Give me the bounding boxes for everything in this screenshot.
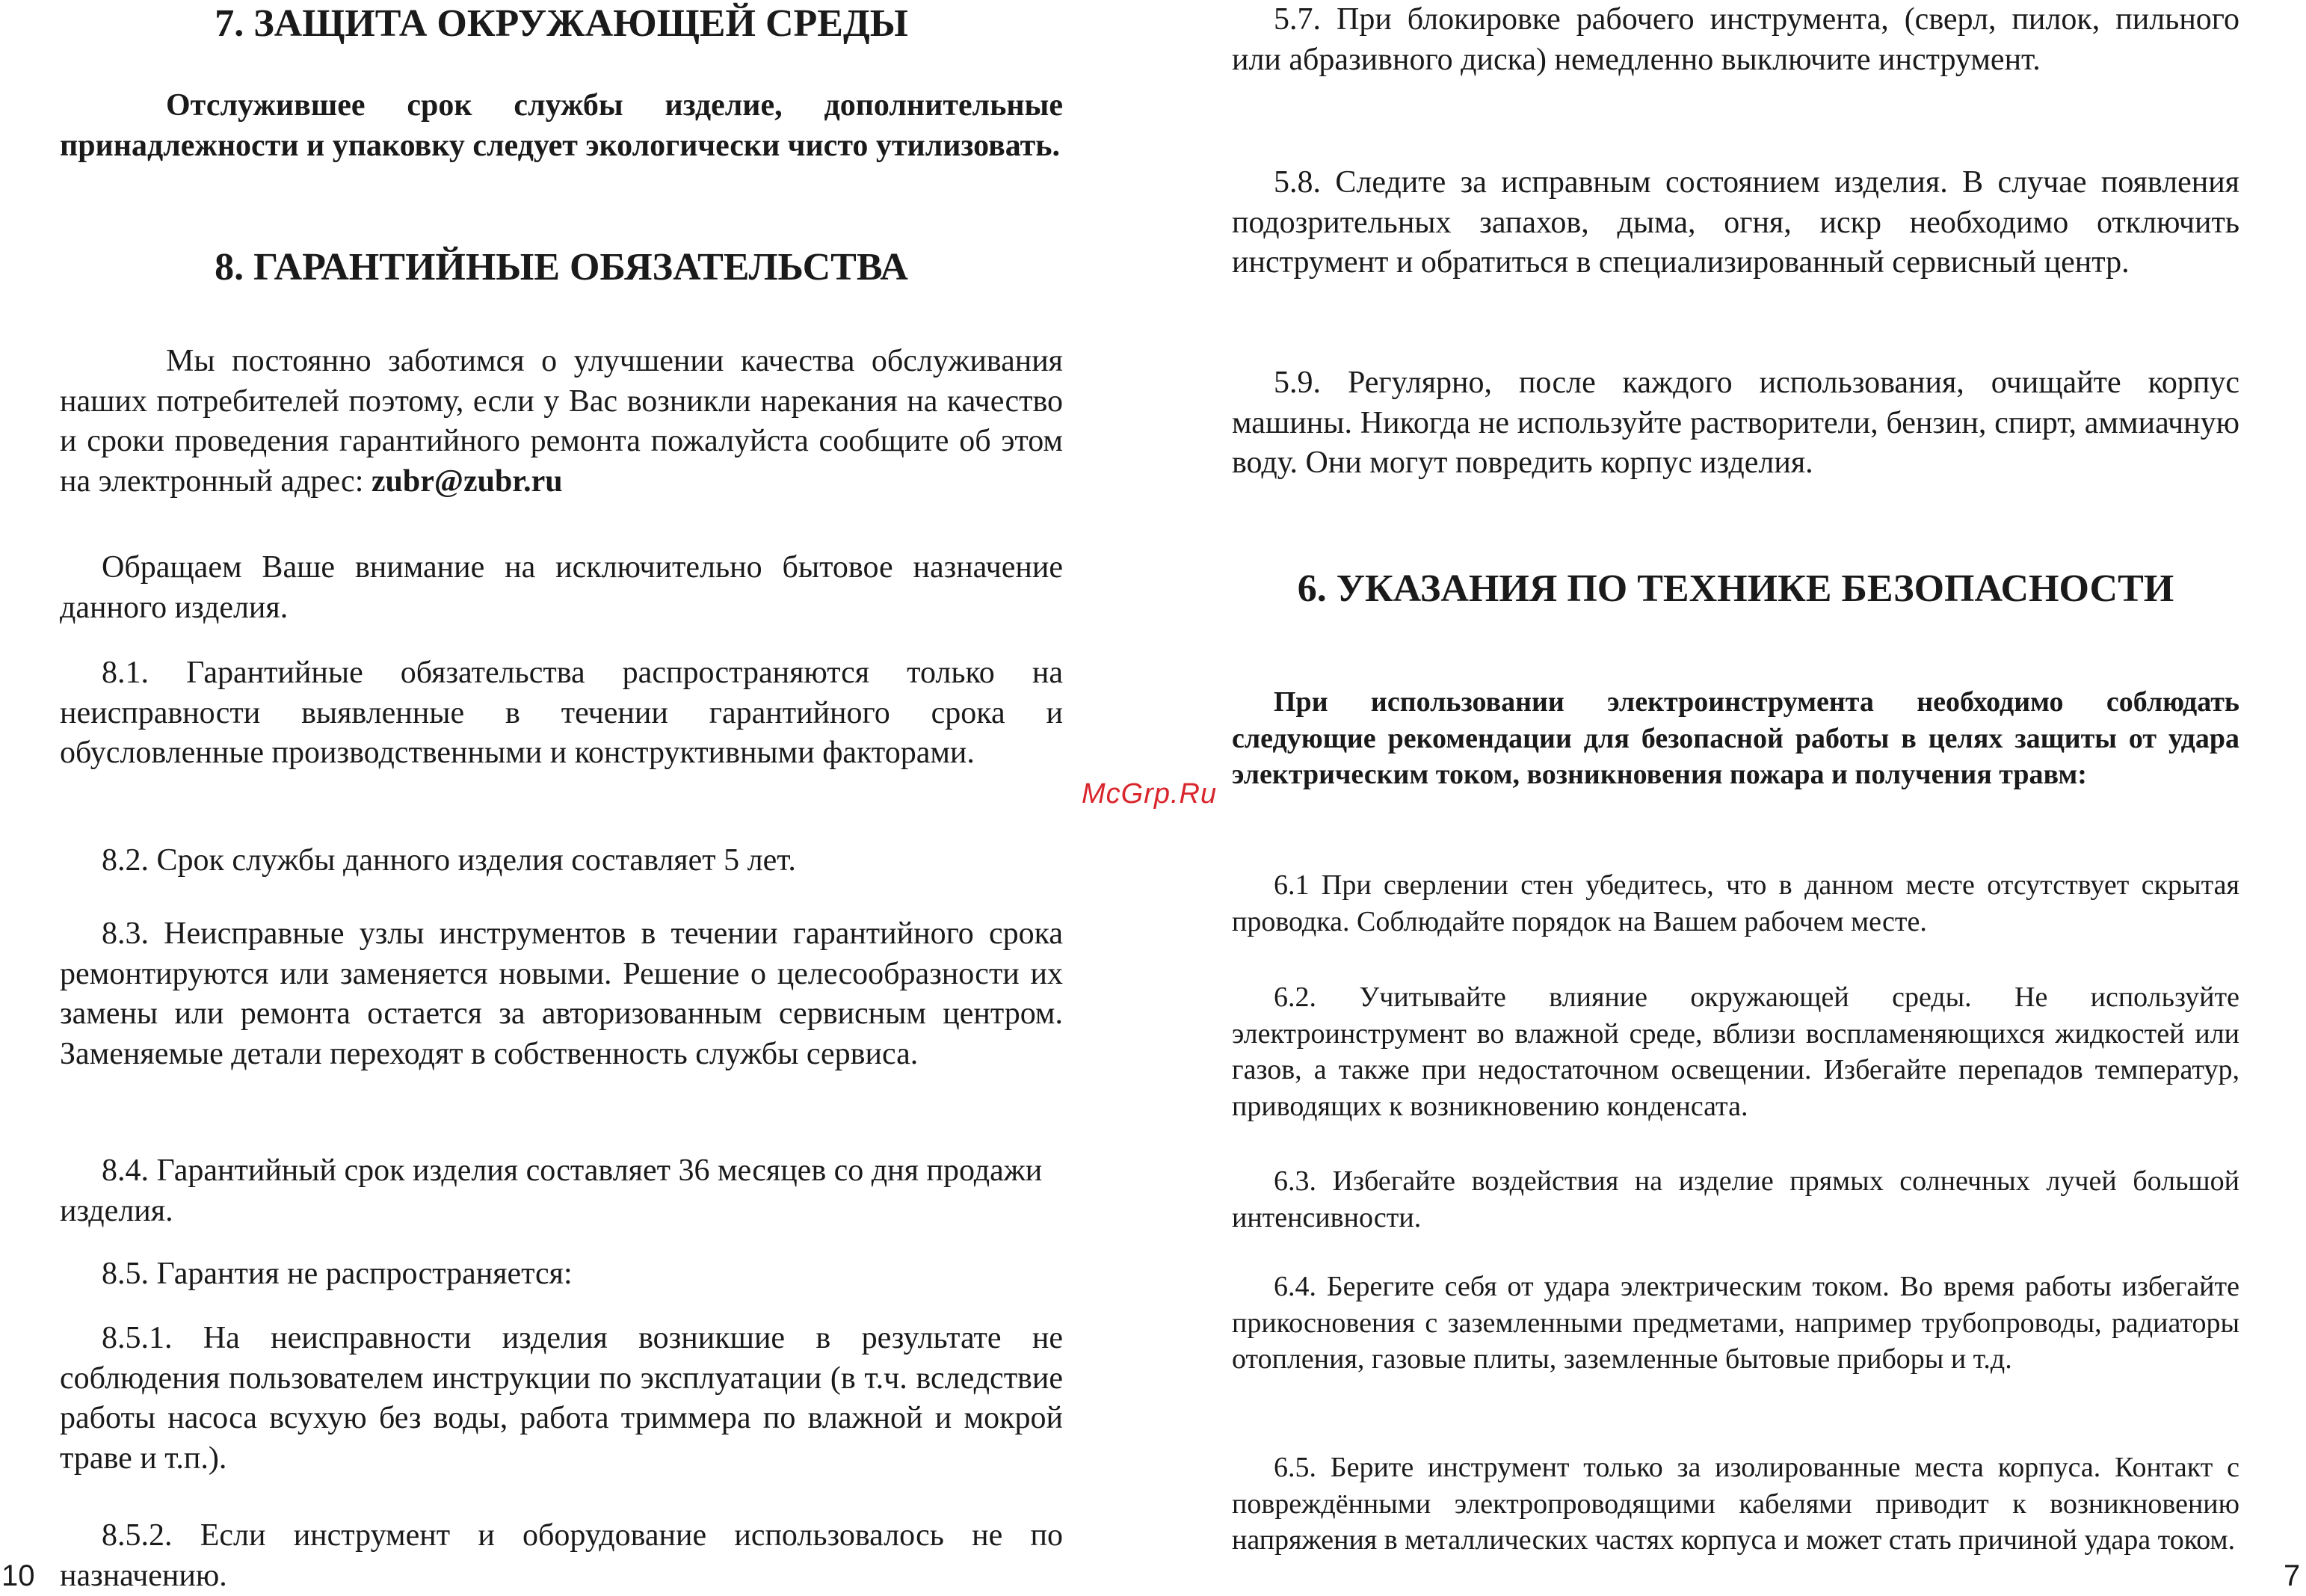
- paragraph-8-1: 8.1. Гарантийные обязательства распространяются только на неисправности выявленные в течении гарантийного срока и обусловленные производственными и конструктивными факторами.: [60, 656, 1063, 770]
- section-8-title: 8. ГАРАНТИЙНЫЕ ОБЯЗАТЕЛЬСТВА: [215, 246, 908, 289]
- paragraph-8-5-2: 8.5.2. Если инструмент и оборудование использовалось не по назначению.: [60, 1518, 1063, 1593]
- paragraph-6-5: 6.5. Берите инструмент только за изолированные места корпуса. Контакт с повреждёнными электропроводящими кабелями приводит к возникновению напряжения в металлических частях корпуса и может стать причиной удара током.: [1232, 1452, 2239, 1556]
- paragraph-6-1: 6.1 При сверлении стен убедитесь, что в данном месте отсутствует скрытая проводка. Соблюдайте порядок на Вашем рабочем месте.: [1232, 869, 2239, 937]
- page-number-left: 10: [1, 1559, 35, 1592]
- section-6-title: 6. УКАЗАНИЯ ПО ТЕХНИКЕ БЕЗОПАСНОСТИ: [1297, 567, 2174, 610]
- paragraph-8-2: 8.2. Срок службы данного изделия составляет 5 лет.: [102, 843, 796, 878]
- paragraph-8-4: 8.4. Гарантийный срок изделия составляет 36 месяцев со дня продажи изделия.: [60, 1153, 1043, 1228]
- section-8-intro-text: Мы постоянно заботимся о улучшении качества обслуживания наших потребителей поэтому, если у Вас возникли нарекания на качество и сроки проведения гарантийного ремонта пожалуйста сообщите об этом на электронный адрес:: [60, 344, 1063, 499]
- paragraph-6-3: 6.3. Избегайте воздействия на изделие прямых солнечных лучей большой интенсивности.: [1232, 1165, 2239, 1233]
- contact-email: zubr@zubr.ru: [371, 463, 563, 499]
- page-number-right: 7: [2284, 1559, 2301, 1592]
- section-6-intro: При использовании электроинструмента необходимо соблюдать следующие рекомендации для безопасной работы в целях защиты от удара электрическим током, возникновения пожара и получения травм:: [1232, 686, 2239, 790]
- section-7-text: Отслужившее срок службы изделие, дополнительные принадлежности и упаковку следует экологически чисто утилизовать.: [60, 88, 1063, 163]
- section-7-title: 7. ЗАЩИТА ОКРУЖАЮЩЕЙ СРЕДЫ: [215, 2, 908, 45]
- paragraph-8-5-1: 8.5.1. На неисправности изделия возникшие в результате не соблюдения пользователем инструкции по эксплуатации (в т.ч. вследствие работы насоса всухую без воды, работа триммера по влажной и мокрой траве и т.п.).: [60, 1321, 1063, 1476]
- paragraph-5-7: 5.7. При блокировке рабочего инструмента, (сверл, пилок, пильного или абразивного диска) немедленно выключите инструмент.: [1232, 2, 2239, 77]
- paragraph-6-2: 6.2. Учитывайте влияние окружающей среды. Не используйте электроинструмент во влажной среде, вблизи воспламеняющихся жидкостей или газов, а также при недостаточном освещении. Избегайте перепадов температур, приводящих к возникновению конденсата.: [1232, 982, 2239, 1122]
- section-8-notice: Обращаем Ваше внимание на исключительно бытовое назначение данного изделия.: [60, 550, 1063, 625]
- paragraph-8-5: 8.5. Гарантия не распространяется:: [102, 1257, 573, 1291]
- paragraph-6-4: 6.4. Берегите себя от удара электрическим током. Во время работы избегайте прикосновения с заземленными предметами, например трубопроводы, радиаторы отопления, газовые плиты, заземленные бытовые приборы и т.д.: [1232, 1271, 2239, 1375]
- paragraph-5-9: 5.9. Регулярно, после каждого использования, очищайте корпус машины. Никогда не используйте растворители, бензин, спирт, аммиачную воду. Они могут повредить корпус изделия.: [1232, 366, 2239, 480]
- watermark-text: McGrp.Ru: [1082, 778, 1218, 810]
- section-8-intro: [60, 342, 1063, 502]
- paragraph-8-3: 8.3. Неисправные узлы инструментов в течении гарантийного срока ремонтируются или заменяется новыми. Решение о целесообразности их замены или ремонта остается за авторизованным сервисным центром. Заменяемые детали переходят в собственность службы сервиса.: [60, 916, 1063, 1071]
- paragraph-5-8: 5.8. Следите за исправным состоянием изделия. В случае появления подозрительных запахов, дыма, огня, искр необходимо отключить инструмент и обратиться в специализированный сервисный центр.: [1232, 165, 2239, 280]
